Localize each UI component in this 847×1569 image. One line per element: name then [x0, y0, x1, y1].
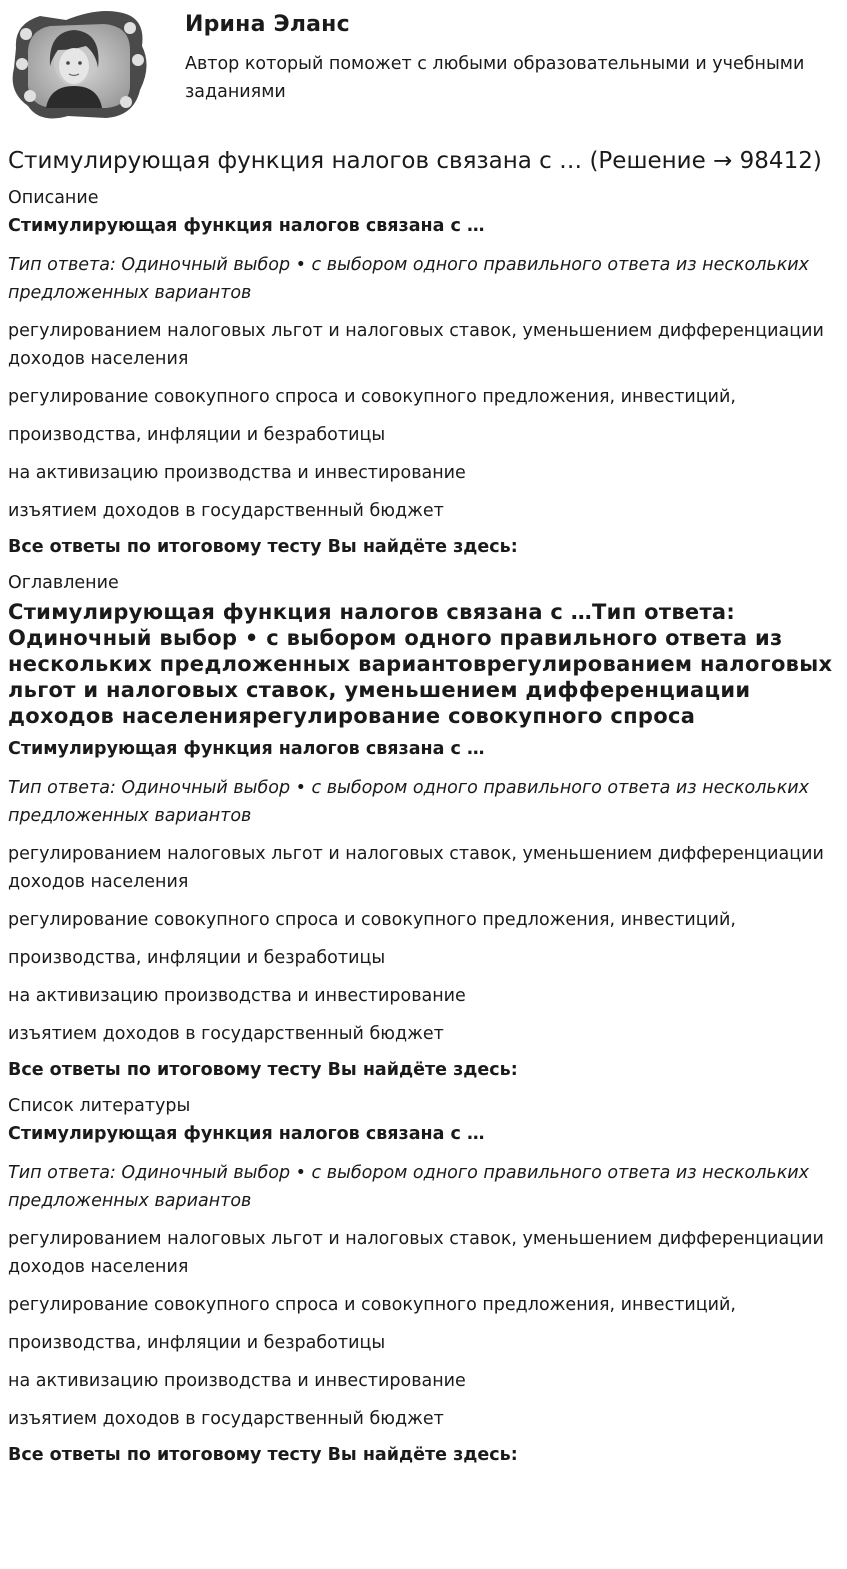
answer-option: изъятием доходов в государственный бюджет — [8, 501, 444, 521]
answer-option: на активизацию производства и инвестирование — [8, 986, 466, 1006]
author-description: Автор который поможет с любыми образовательными и учебными заданиями — [185, 54, 805, 102]
section-description — [8, 186, 838, 559]
all-answers-note: Все ответы по итоговому тесту Вы найдёте здесь: — [8, 1445, 518, 1465]
section-label: Список литературы — [8, 1096, 191, 1116]
answer-option: на активизацию производства и инвестирование — [8, 463, 466, 483]
section-label: Оглавление — [8, 573, 119, 593]
answer-option: регулированием налоговых льгот и налоговых ставок, уменьшением дифференциации доходов населения — [8, 1229, 824, 1277]
answer-option: регулирование совокупного спроса и совокупного предложения, инвестиций, — [8, 1295, 736, 1315]
toc-heading: Стимулирующая функция налогов связана с …Тип ответа: Одиночный выбор • с выбором одного правильного ответа из нескольких предложенных вариантоврегулированием налоговых льгот и налоговых ставок, уменьшением дифференциации доходов населениярегулирование совокупного спроса — [8, 600, 833, 728]
answer-option: на активизацию производства и инвестирование — [8, 1371, 466, 1391]
question-title: Стимулирующая функция налогов связана с … — [8, 216, 485, 236]
section-label: Описание — [8, 188, 99, 208]
answer-option: изъятием доходов в государственный бюджет — [8, 1024, 444, 1044]
answer-option: производства, инфляции и безработицы — [8, 1333, 386, 1353]
all-answers-note: Все ответы по итоговому тесту Вы найдёте здесь: — [8, 1060, 518, 1080]
answer-type: Тип ответа: Одиночный выбор • с выбором одного правильного ответа из нескольких предложенных вариантов — [8, 255, 810, 303]
answer-option: регулированием налоговых льгот и налоговых ставок, уменьшением дифференциации доходов населения — [8, 844, 824, 892]
question-title: Стимулирующая функция налогов связана с … — [8, 1124, 485, 1144]
author-header — [0, 0, 847, 130]
answer-option: производства, инфляции и безработицы — [8, 425, 386, 445]
answer-type: Тип ответа: Одиночный выбор • с выбором одного правильного ответа из нескольких предложенных вариантов — [8, 1163, 810, 1211]
author-name: Ирина Эланс — [185, 12, 350, 37]
page-title: Стимулирующая функция налогов связана с … (Решение → 98412) — [8, 148, 822, 174]
author-avatar — [6, 6, 152, 124]
avatar-image — [6, 6, 152, 124]
question-title: Стимулирующая функция налогов связана с … — [8, 739, 485, 759]
answer-option: регулирование совокупного спроса и совокупного предложения, инвестиций, — [8, 910, 736, 930]
answer-option: регулирование совокупного спроса и совокупного предложения, инвестиций, — [8, 387, 736, 407]
answer-option: производства, инфляции и безработицы — [8, 948, 386, 968]
answer-option: изъятием доходов в государственный бюджет — [8, 1409, 444, 1429]
section-toc — [8, 571, 838, 1082]
all-answers-note: Все ответы по итоговому тесту Вы найдёте здесь: — [8, 537, 518, 557]
answer-type: Тип ответа: Одиночный выбор • с выбором одного правильного ответа из нескольких предложенных вариантов — [8, 778, 810, 826]
answer-option: регулированием налоговых льгот и налоговых ставок, уменьшением дифференциации доходов населения — [8, 321, 824, 369]
main-content — [8, 146, 838, 1479]
section-references — [8, 1094, 838, 1467]
